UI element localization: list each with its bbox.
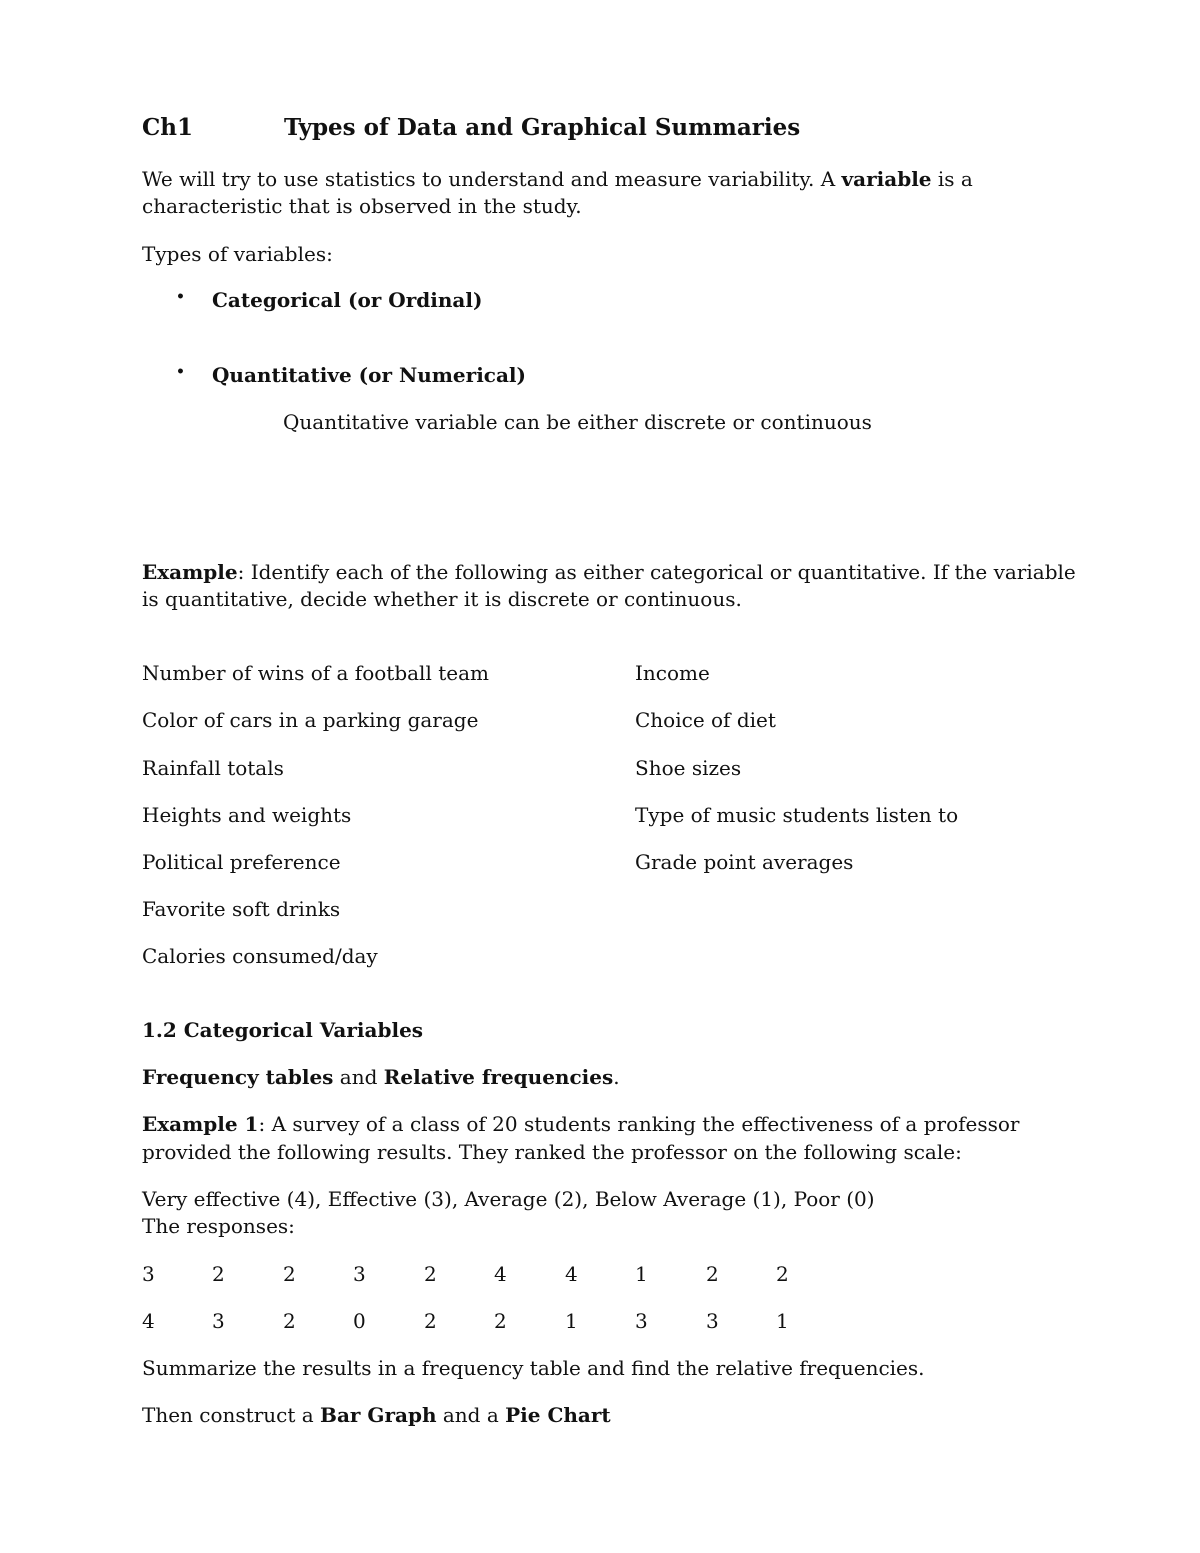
example1-line-1 xyxy=(142,1112,1019,1137)
example1-text: : A survey of a class of 20 students ranking the effectiveness of a professor xyxy=(258,1112,1020,1136)
response-value: 4 xyxy=(142,1309,155,1333)
response-value: 0 xyxy=(353,1309,366,1333)
intro-text-end: is a xyxy=(931,167,973,191)
example-label: Example xyxy=(142,560,238,584)
response-value: 1 xyxy=(776,1309,789,1333)
frequency-tables-term: Frequency tables xyxy=(142,1065,334,1089)
response-value: 3 xyxy=(212,1309,225,1333)
variable-item: Number of wins of a football team xyxy=(142,661,489,685)
relative-frequencies-term: Relative frequencies xyxy=(383,1065,614,1089)
construct-and: and a xyxy=(436,1403,506,1427)
response-value: 2 xyxy=(424,1262,437,1286)
response-value: 3 xyxy=(706,1309,719,1333)
variable-item: Heights and weights xyxy=(142,803,352,827)
intro-line-2: characteristic that is observed in the study. xyxy=(142,194,582,218)
page-title: Types of Data and Graphical Summaries xyxy=(284,114,801,141)
variable-item: Shoe sizes xyxy=(635,756,742,780)
rating-scale: Very effective (4), Effective (3), Average (2), Below Average (1), Poor (0) xyxy=(142,1187,875,1211)
variable-item: Favorite soft drinks xyxy=(142,897,341,921)
bullet-item-categorical: Categorical (or Ordinal) xyxy=(212,288,483,312)
response-value: 3 xyxy=(142,1262,155,1286)
example1-label: Example 1 xyxy=(142,1112,259,1136)
bullet-icon: • xyxy=(176,289,185,305)
response-value: 4 xyxy=(494,1262,507,1286)
response-value: 2 xyxy=(283,1309,296,1333)
construct-text: Then construct a xyxy=(142,1403,321,1427)
construct-instruction xyxy=(142,1403,611,1428)
bullet-icon: • xyxy=(176,364,185,380)
responses-row-1 xyxy=(0,1262,1200,1290)
example-text: : Identify each of the following as either categorical or quantitative. If the variable xyxy=(237,560,1076,584)
example1-line-2: provided the following results. They ranked the professor on the following scale: xyxy=(142,1140,962,1164)
types-label: Types of variables: xyxy=(142,242,333,266)
responses-label: The responses: xyxy=(142,1214,295,1238)
intro-line-1 xyxy=(142,167,973,192)
response-value: 1 xyxy=(565,1309,578,1333)
response-value: 1 xyxy=(635,1262,648,1286)
response-value: 4 xyxy=(565,1262,578,1286)
chapter-label: Ch1 xyxy=(142,114,194,141)
response-value: 2 xyxy=(776,1262,789,1286)
intro-text: We will try to use statistics to understand and measure variability. A xyxy=(142,167,842,191)
section-heading: 1.2 Categorical Variables xyxy=(142,1018,424,1042)
response-value: 3 xyxy=(635,1309,648,1333)
response-value: 2 xyxy=(494,1309,507,1333)
frequency-line xyxy=(142,1065,620,1090)
variable-item: Rainfall totals xyxy=(142,756,284,780)
variable-item: Income xyxy=(635,661,710,685)
intro-term-variable: variable xyxy=(841,167,932,191)
frequency-and: and xyxy=(333,1065,384,1089)
bar-graph-term: Bar Graph xyxy=(320,1403,437,1427)
quantitative-note: Quantitative variable can be either discrete or continuous xyxy=(283,410,872,434)
bullet-item-quantitative: Quantitative (or Numerical) xyxy=(212,363,526,387)
variable-item: Type of music students listen to xyxy=(635,803,959,827)
variable-item: Political preference xyxy=(142,850,341,874)
variable-item: Calories consumed/day xyxy=(142,944,378,968)
frequency-period: . xyxy=(613,1065,620,1089)
response-value: 2 xyxy=(212,1262,225,1286)
response-value: 2 xyxy=(283,1262,296,1286)
pie-chart-term: Pie Chart xyxy=(505,1403,611,1427)
variable-item: Grade point averages xyxy=(635,850,854,874)
variable-item: Choice of diet xyxy=(635,708,776,732)
responses-row-2 xyxy=(0,1309,1200,1337)
example-line-2: is quantitative, decide whether it is discrete or continuous. xyxy=(142,587,742,611)
response-value: 3 xyxy=(353,1262,366,1286)
response-value: 2 xyxy=(424,1309,437,1333)
response-value: 2 xyxy=(706,1262,719,1286)
example-line-1 xyxy=(142,560,1076,585)
variable-item: Color of cars in a parking garage xyxy=(142,708,479,732)
summarize-instruction: Summarize the results in a frequency table and find the relative frequencies. xyxy=(142,1356,925,1380)
